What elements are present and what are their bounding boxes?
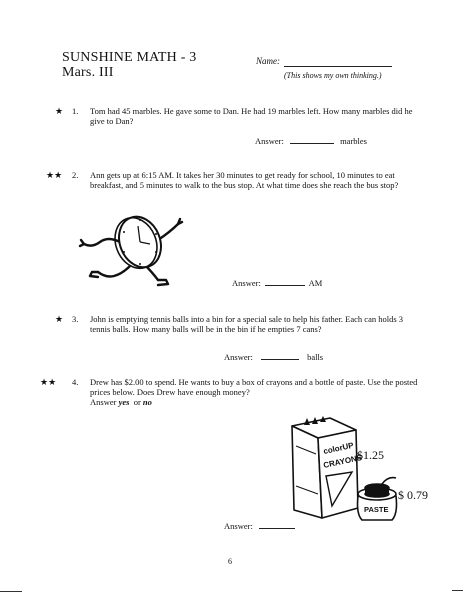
difficulty-stars: ★★ bbox=[46, 170, 63, 180]
question-number: 1. bbox=[72, 106, 79, 116]
worksheet-subtitle: Mars. III bbox=[62, 65, 114, 80]
question-1-text: Tom had 45 marbles. He gave some to Dan. He had 19 marbles left. How many marbles did he give to Dan? bbox=[90, 106, 413, 126]
worksheet-title: SUNSHINE MATH - 3 bbox=[62, 50, 197, 65]
paste-jar-icon bbox=[352, 474, 404, 524]
answer-hint: Answer yes or no bbox=[90, 397, 152, 407]
answer-label: Answer: bbox=[224, 352, 253, 362]
answer-4 bbox=[224, 521, 295, 531]
paste-price: $ 0.79 bbox=[398, 488, 428, 502]
question-number: 3. bbox=[72, 314, 79, 324]
answer-unit: AM bbox=[308, 278, 323, 288]
question-3-text: John is emptying tennis balls into a bin for a special sale to help his father. Each can holds 3 tennis balls. How many balls will be in the bin if he empties 7 cans? bbox=[90, 314, 404, 334]
question-4-text: Drew has $2.00 to spend. He wants to buy a box of crayons and a bottle of paste. Use the posted prices below. Does Drew have enough money? bbox=[90, 377, 418, 397]
answer-4-blank[interactable] bbox=[259, 528, 295, 529]
answer-3 bbox=[224, 352, 323, 362]
difficulty-stars: ★ bbox=[55, 314, 64, 324]
thinking-caption: (This shows my own thinking.) bbox=[284, 71, 382, 80]
difficulty-stars: ★★ bbox=[40, 377, 57, 387]
question-2-text: Ann gets up at 6:15 AM. It takes her 30 minutes to get ready for school, 10 minutes to eat breakfast, and 5 minutes to walk to the bus stop. At what time does she reach the bus stop? bbox=[90, 170, 399, 190]
running-clock-icon bbox=[78, 202, 190, 292]
answer-unit: marbles bbox=[340, 136, 367, 146]
answer-3-blank[interactable] bbox=[261, 359, 299, 360]
answer-2-blank[interactable] bbox=[265, 285, 305, 286]
crayon-price: $1.25 bbox=[357, 448, 384, 462]
scan-edge-mark bbox=[452, 590, 463, 591]
page-number: 6 bbox=[228, 557, 232, 566]
answer-label: Answer: bbox=[255, 136, 284, 146]
answer-2 bbox=[232, 278, 322, 288]
question-number: 4. bbox=[72, 377, 79, 387]
name-label: Name: bbox=[256, 56, 280, 66]
name-field[interactable] bbox=[284, 66, 392, 67]
answer-label: Answer: bbox=[224, 521, 253, 531]
scan-edge-mark bbox=[0, 591, 22, 592]
answer-1-blank[interactable] bbox=[290, 143, 334, 144]
answer-label: Answer: bbox=[232, 278, 261, 288]
crayon-brand-text: colorUP bbox=[322, 440, 355, 456]
answer-unit: balls bbox=[307, 352, 324, 362]
crayon-label-text: CRAYONS bbox=[322, 452, 363, 470]
paste-label-text: PASTE bbox=[364, 505, 389, 514]
difficulty-stars: ★ bbox=[55, 106, 64, 116]
question-number: 2. bbox=[72, 170, 79, 180]
answer-1 bbox=[255, 136, 367, 146]
